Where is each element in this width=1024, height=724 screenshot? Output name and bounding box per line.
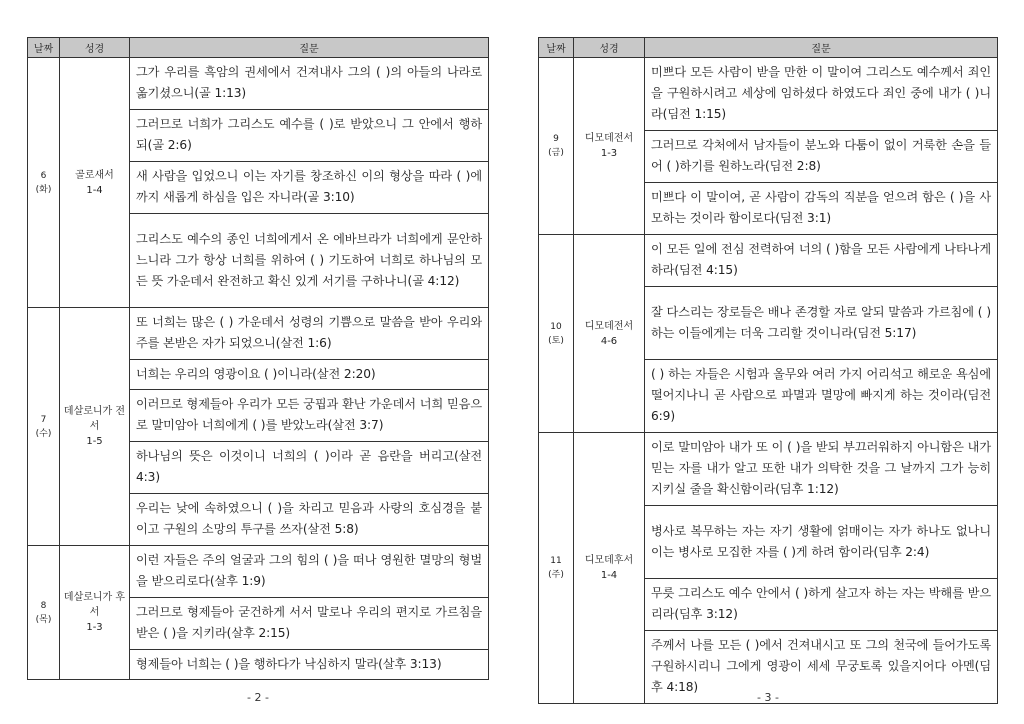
weekday: (화) <box>35 184 52 195</box>
book-cell <box>574 235 645 433</box>
book-chapters: 4-6 <box>600 335 618 347</box>
weekday: (주) <box>548 570 564 580</box>
book-cell <box>60 58 130 308</box>
book-chapters: 1-5 <box>86 436 103 447</box>
table-row <box>28 546 489 598</box>
question-cell: 이러므로 형제들아 우리가 모든 궁핍과 환난 가운데서 너희 믿음으로 말미암아 너희에게 ( )를 받았노라(살전 3:7) <box>130 390 489 442</box>
day-number: 10 <box>550 321 562 332</box>
question-cell: 잘 다스리는 장로들은 배나 존경할 자로 알되 말씀과 가르침에 ( )하는 이들에게는 더욱 그리할 것이니라(딤전 5:17) <box>645 287 998 360</box>
book-cell <box>574 58 645 235</box>
question-table-left <box>27 37 489 680</box>
book-name: 데살로니가 전서 <box>63 406 126 432</box>
book-chapters: 1-3 <box>600 148 618 159</box>
day-cell <box>539 58 574 235</box>
header-date: 날짜 <box>539 38 574 58</box>
day-number: 9 <box>553 134 559 144</box>
table-row <box>28 58 489 110</box>
question-cell: 이로 말미암아 내가 또 이 ( )을 받되 부끄러워하지 아니함은 내가 믿는 자를 내가 알고 또한 내가 의탁한 것을 그 날까지 그가 능히 지키실 줄을 확신함이라(딤후 1:12) <box>645 433 998 506</box>
day-number: 8 <box>40 600 47 611</box>
question-cell: 그러므로 각처에서 남자들이 분노와 다툼이 없이 거룩한 손을 들어 ( )하기를 원하노라(딤전 2:8) <box>645 131 998 183</box>
book-chapters: 1-4 <box>600 570 618 581</box>
question-cell: 그러므로 너희가 그리스도 예수를 ( )로 받았으니 그 안에서 행하되(골 2:6) <box>130 110 489 162</box>
question-cell: 하나님의 뜻은 이것이니 너희의 ( )이라 곧 음란을 버리고(살전 4:3) <box>130 442 489 494</box>
book-name: 디모데전서 <box>584 133 634 144</box>
page-number-left: - 2 - <box>247 691 269 704</box>
weekday: (수) <box>35 428 52 439</box>
question-cell: 미쁘다 이 말이여, 곧 사람이 감독의 직분을 얻으려 함은 ( )을 사모하는 것이라 함이로다(딤전 3:1) <box>645 183 998 235</box>
day-cell <box>539 433 574 704</box>
book-name: 데살로니가 후서 <box>63 592 126 618</box>
day-cell <box>28 308 60 546</box>
book-cell <box>574 433 645 704</box>
day-number: 6 <box>40 170 47 181</box>
day-cell <box>28 58 60 308</box>
header-book: 성경 <box>574 38 645 58</box>
header-question: 질문 <box>130 38 489 58</box>
header-book: 성경 <box>60 38 130 58</box>
book-chapters: 1-4 <box>86 184 103 196</box>
question-cell: 우리는 낮에 속하였으니 ( )을 차리고 믿음과 사랑의 호심경을 붙이고 구원의 소망의 투구를 쓰자(살전 5:8) <box>130 494 489 546</box>
book-chapters: 1-3 <box>86 622 103 633</box>
question-cell: 무릇 그리스도 예수 안에서 ( )하게 살고자 하는 자는 박해를 받으리라(딤후 3:12) <box>645 579 998 631</box>
table-row <box>539 235 998 287</box>
table-row <box>28 308 489 360</box>
question-cell: 너희는 우리의 영광이요 ( )이니라(살전 2:20) <box>130 360 489 390</box>
question-cell: 또 너희는 많은 ( ) 가운데서 성령의 기쁨으로 말씀을 받아 우리와 주를 본받은 자가 되었으니(살전 1:6) <box>130 308 489 360</box>
table-row <box>539 433 998 506</box>
left-page <box>27 37 489 680</box>
question-cell: 이 모든 일에 전심 전력하여 너의 ( )함을 모든 사람에게 나타나게 하라(딤전 4:15) <box>645 235 998 287</box>
question-cell: 그러므로 형제들아 굳건하게 서서 말로나 우리의 편지로 가르침을 받은 ( )을 지키라(살후 2:15) <box>130 598 489 650</box>
day-cell <box>28 546 60 680</box>
header-date: 날짜 <box>28 38 60 58</box>
question-cell: 그가 우리를 흑암의 권세에서 건져내사 그의 ( )의 아들의 나라로 옮기셨으니(골 1:13) <box>130 58 489 110</box>
question-cell: ( ) 하는 자들은 시험과 올무와 여러 가지 어리석고 해로운 욕심에 떨어지나니 곧 사람으로 파멸과 멸망에 빠지게 하는 것이라(딤전 6:9) <box>645 360 998 433</box>
table-header <box>28 38 489 58</box>
question-cell: 병사로 복무하는 자는 자기 생활에 얽매이는 자가 하나도 없나니 이는 병사로 모집한 자를 ( )게 하려 함이라(딤후 2:4) <box>645 506 998 579</box>
table-header <box>539 38 998 58</box>
question-cell: 주께서 나를 모든 ( )에서 건져내시고 또 그의 천국에 들어가도록 구원하시리니 그에게 영광이 세세 무궁토록 있을지어다 아멘(딤후 4:18) <box>645 631 998 704</box>
book-name: 디모데전서 <box>584 320 634 332</box>
right-page <box>538 37 998 704</box>
question-table-right <box>538 37 998 704</box>
day-cell <box>539 235 574 433</box>
table-row <box>539 58 998 131</box>
question-cell: 미쁘다 모든 사람이 받을 만한 이 말이여 그리스도 예수께서 죄인을 구원하시려고 세상에 임하셨다 하였도다 죄인 중에 내가 ( )니라(딤전 1:15) <box>645 58 998 131</box>
page-number-right: - 3 - <box>757 691 779 704</box>
weekday: (목) <box>35 614 52 625</box>
question-cell: 새 사람을 입었으니 이는 자기를 창조하신 이의 형상을 따라 ( )에까지 새롭게 하심을 입은 자니라(골 3:10) <box>130 162 489 214</box>
question-cell: 형제들아 너희는 ( )을 행하다가 낙심하지 말라(살후 3:13) <box>130 650 489 680</box>
book-cell <box>60 546 130 680</box>
book-name: 디모데후서 <box>584 555 634 566</box>
weekday: (금) <box>548 148 564 158</box>
day-number: 7 <box>40 414 47 425</box>
book-cell <box>60 308 130 546</box>
day-number: 11 <box>550 556 562 566</box>
weekday: (토) <box>548 335 564 346</box>
book-name: 골로새서 <box>75 169 114 181</box>
question-cell: 그리스도 예수의 종인 너희에게서 온 에바브라가 너희에게 문안하느니라 그가 항상 너희를 위하여 ( ) 기도하여 너희로 하나님의 모든 뜻 가운데서 완전하고 확신 있게 서기를 구하나니(골 4:12) <box>130 214 489 308</box>
header-question: 질문 <box>645 38 998 58</box>
question-cell: 이런 자들은 주의 얼굴과 그의 힘의 ( )을 떠나 영원한 멸망의 형벌을 받으리로다(살후 1:9) <box>130 546 489 598</box>
